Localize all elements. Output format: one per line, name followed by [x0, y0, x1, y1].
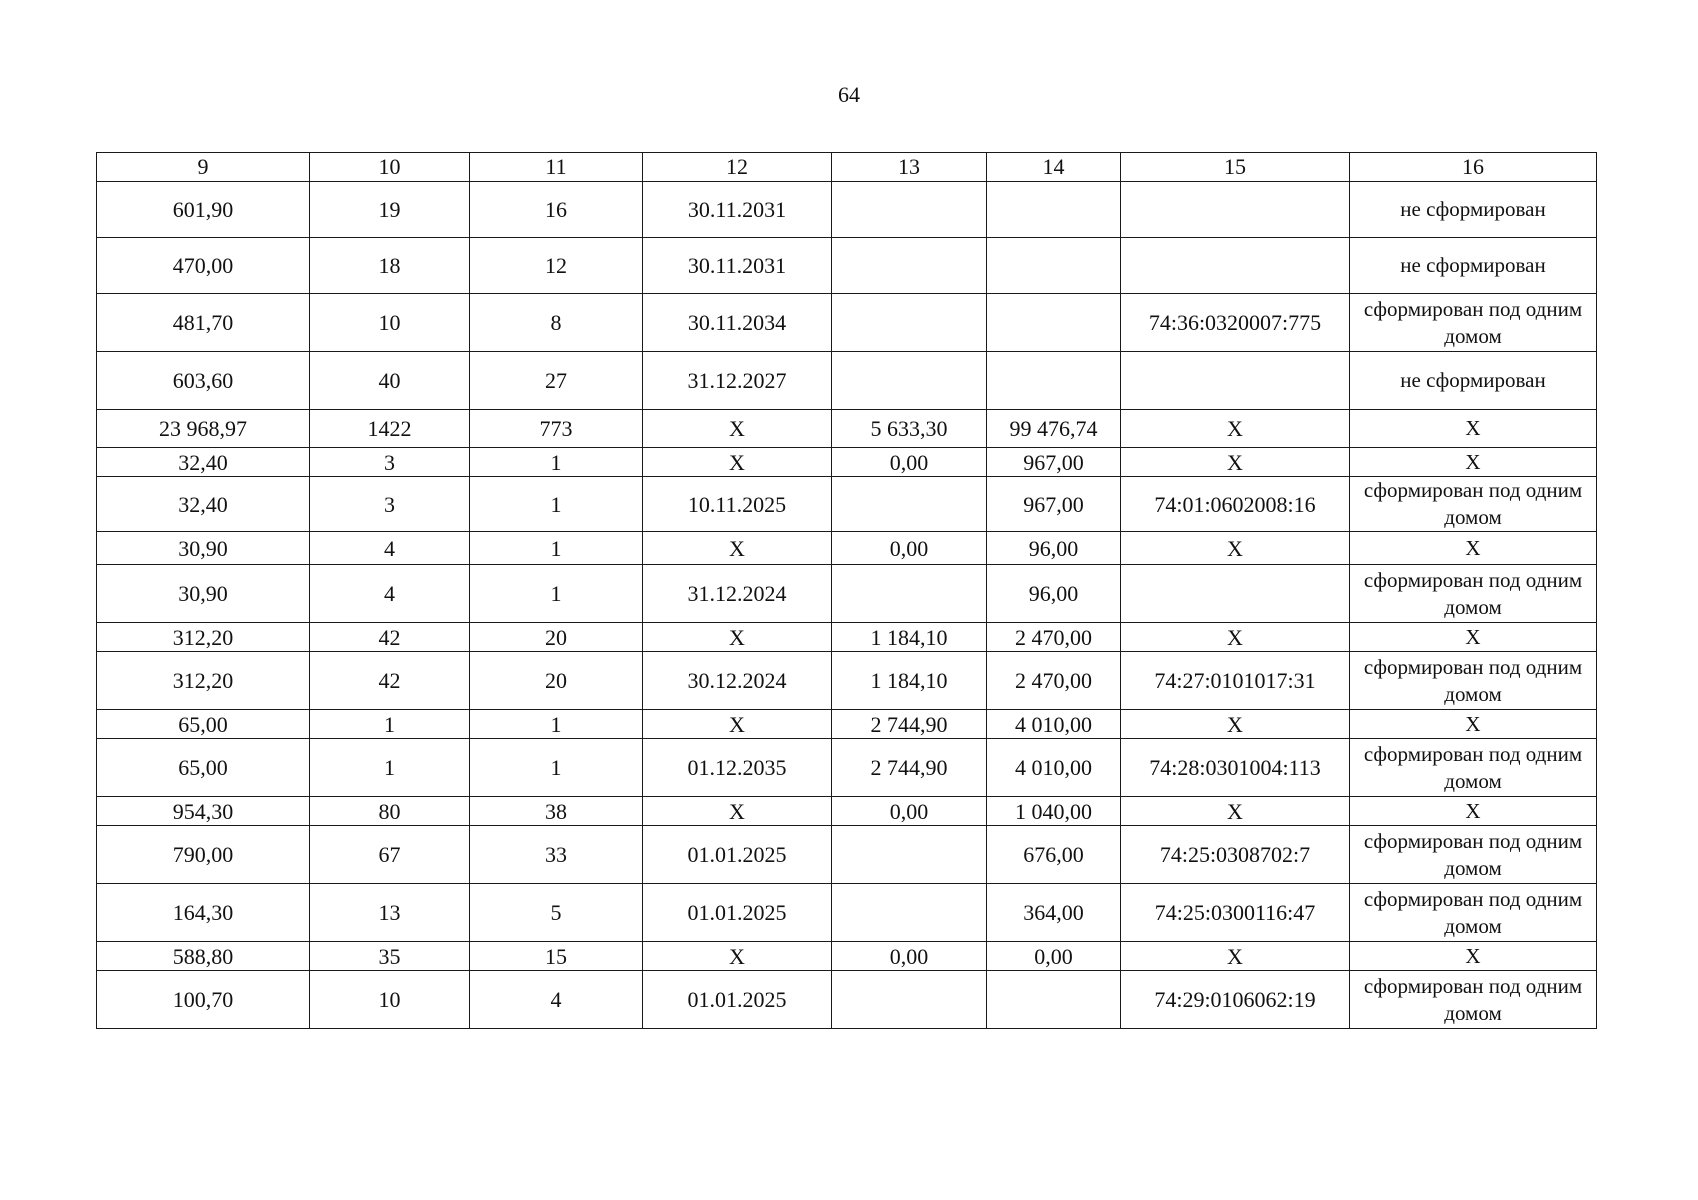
- table-cell-col-14: 0,00: [987, 942, 1121, 971]
- table-cell-col-15: [1121, 238, 1350, 294]
- data-table: [96, 152, 1597, 1029]
- table-row: [97, 652, 1597, 710]
- table-cell-col-12: X: [643, 532, 832, 565]
- table-cell-col-13: [832, 971, 987, 1029]
- table-cell-col-11: 12: [470, 238, 643, 294]
- table-cell-col-14: 967,00: [987, 448, 1121, 477]
- table-cell-col-10: 4: [310, 565, 470, 623]
- table-cell-col-16: сформирован под одним домом: [1350, 565, 1597, 623]
- table-cell-col-12: X: [643, 942, 832, 971]
- column-header-col-9: 9: [97, 153, 310, 182]
- table-cell-col-11: 1: [470, 448, 643, 477]
- table-row: [97, 884, 1597, 942]
- table-cell-col-14: 4 010,00: [987, 739, 1121, 797]
- table-cell-col-13: 1 184,10: [832, 623, 987, 652]
- table-cell-col-10: 42: [310, 652, 470, 710]
- table-cell-col-10: 80: [310, 797, 470, 826]
- table-cell-col-15: X: [1121, 797, 1350, 826]
- table-cell-col-16: сформирован под одним домом: [1350, 477, 1597, 532]
- table-row: [97, 826, 1597, 884]
- column-header-col-13: 13: [832, 153, 987, 182]
- table-cell-col-9: 954,30: [97, 797, 310, 826]
- table-cell-col-13: [832, 352, 987, 410]
- table-row: [97, 942, 1597, 971]
- column-header-col-16: 16: [1350, 153, 1597, 182]
- table-cell-col-10: 35: [310, 942, 470, 971]
- column-header-col-11: 11: [470, 153, 643, 182]
- table-row: [97, 971, 1597, 1029]
- table-row: [97, 182, 1597, 238]
- table-cell-col-14: [987, 182, 1121, 238]
- table-cell-col-10: 10: [310, 294, 470, 352]
- table-row: [97, 532, 1597, 565]
- table-cell-col-15: 74:36:0320007:775: [1121, 294, 1350, 352]
- table-cell-col-9: 100,70: [97, 971, 310, 1029]
- table-cell-col-9: 32,40: [97, 477, 310, 532]
- table-cell-col-12: X: [643, 410, 832, 448]
- table-cell-col-13: [832, 238, 987, 294]
- table-cell-col-9: 601,90: [97, 182, 310, 238]
- column-header-col-12: 12: [643, 153, 832, 182]
- table-cell-col-14: 676,00: [987, 826, 1121, 884]
- table-cell-col-13: [832, 884, 987, 942]
- table-cell-col-14: 2 470,00: [987, 652, 1121, 710]
- table-cell-col-10: 3: [310, 448, 470, 477]
- table-cell-col-15: 74:28:0301004:113: [1121, 739, 1350, 797]
- table-cell-col-11: 773: [470, 410, 643, 448]
- table-cell-col-11: 5: [470, 884, 643, 942]
- table-row: [97, 294, 1597, 352]
- table-cell-col-11: 1: [470, 739, 643, 797]
- table-cell-col-10: 42: [310, 623, 470, 652]
- table-cell-col-16: сформирован под одним домом: [1350, 826, 1597, 884]
- table-cell-col-13: [832, 826, 987, 884]
- table-cell-col-13: 0,00: [832, 532, 987, 565]
- table-cell-col-13: 2 744,90: [832, 739, 987, 797]
- table-cell-col-12: X: [643, 623, 832, 652]
- table-cell-col-15: [1121, 565, 1350, 623]
- table-cell-col-15: X: [1121, 623, 1350, 652]
- table-cell-col-10: 13: [310, 884, 470, 942]
- table-cell-col-14: 4 010,00: [987, 710, 1121, 739]
- table-cell-col-9: 32,40: [97, 448, 310, 477]
- table-cell-col-13: 0,00: [832, 797, 987, 826]
- table-cell-col-15: 74:25:0308702:7: [1121, 826, 1350, 884]
- table-cell-col-14: 967,00: [987, 477, 1121, 532]
- table-cell-col-10: 10: [310, 971, 470, 1029]
- table-row: [97, 623, 1597, 652]
- table-cell-col-14: 1 040,00: [987, 797, 1121, 826]
- column-header-col-15: 15: [1121, 153, 1350, 182]
- table-row: [97, 565, 1597, 623]
- table-cell-col-14: [987, 294, 1121, 352]
- table-cell-col-9: 312,20: [97, 652, 310, 710]
- table-cell-col-10: 1: [310, 739, 470, 797]
- table-cell-col-16: сформирован под одним домом: [1350, 294, 1597, 352]
- table-row: [97, 238, 1597, 294]
- table-cell-col-13: [832, 294, 987, 352]
- table-cell-col-14: 364,00: [987, 884, 1121, 942]
- table-cell-col-11: 1: [470, 532, 643, 565]
- table-cell-col-15: X: [1121, 410, 1350, 448]
- table-cell-col-12: 31.12.2024: [643, 565, 832, 623]
- table-cell-col-13: [832, 565, 987, 623]
- table-cell-col-16: сформирован под одним домом: [1350, 652, 1597, 710]
- table-cell-col-16: не сформирован: [1350, 238, 1597, 294]
- table-cell-col-9: 588,80: [97, 942, 310, 971]
- table-cell-col-10: 3: [310, 477, 470, 532]
- table-cell-col-10: 4: [310, 532, 470, 565]
- table-cell-col-12: 30.12.2024: [643, 652, 832, 710]
- table-cell-col-12: 01.01.2025: [643, 826, 832, 884]
- page-number: 64: [838, 82, 860, 107]
- table-cell-col-12: 01.12.2035: [643, 739, 832, 797]
- table-cell-col-14: 96,00: [987, 532, 1121, 565]
- table-cell-col-16: X: [1350, 448, 1597, 477]
- table-cell-col-11: 4: [470, 971, 643, 1029]
- table-cell-col-13: [832, 182, 987, 238]
- table-cell-col-12: 30.11.2031: [643, 238, 832, 294]
- table-cell-col-11: 16: [470, 182, 643, 238]
- table-cell-col-12: X: [643, 448, 832, 477]
- table-cell-col-10: 67: [310, 826, 470, 884]
- table-cell-col-10: 40: [310, 352, 470, 410]
- table-cell-col-12: X: [643, 797, 832, 826]
- table-cell-col-9: 790,00: [97, 826, 310, 884]
- table-cell-col-13: 1 184,10: [832, 652, 987, 710]
- table-cell-col-9: 312,20: [97, 623, 310, 652]
- table-cell-col-16: сформирован под одним домом: [1350, 884, 1597, 942]
- table-cell-col-11: 38: [470, 797, 643, 826]
- table-cell-col-11: 33: [470, 826, 643, 884]
- table-cell-col-16: сформирован под одним домом: [1350, 971, 1597, 1029]
- table-row: [97, 797, 1597, 826]
- table-cell-col-15: X: [1121, 532, 1350, 565]
- table-cell-col-11: 27: [470, 352, 643, 410]
- table-cell-col-14: 99 476,74: [987, 410, 1121, 448]
- table-row: [97, 739, 1597, 797]
- table-cell-col-14: [987, 238, 1121, 294]
- table-cell-col-15: 74:25:0300116:47: [1121, 884, 1350, 942]
- table-cell-col-11: 20: [470, 623, 643, 652]
- table-cell-col-11: 8: [470, 294, 643, 352]
- table-cell-col-16: X: [1350, 410, 1597, 448]
- table-cell-col-14: 2 470,00: [987, 623, 1121, 652]
- table-body: [97, 182, 1597, 1029]
- table-cell-col-10: 1: [310, 710, 470, 739]
- table-cell-col-9: 470,00: [97, 238, 310, 294]
- table-cell-col-10: 1422: [310, 410, 470, 448]
- table-cell-col-9: 164,30: [97, 884, 310, 942]
- table-cell-col-15: [1121, 352, 1350, 410]
- table-cell-col-16: X: [1350, 532, 1597, 565]
- table-cell-col-14: [987, 971, 1121, 1029]
- table-cell-col-9: 30,90: [97, 565, 310, 623]
- table-cell-col-16: X: [1350, 623, 1597, 652]
- table-cell-col-15: 74:27:0101017:31: [1121, 652, 1350, 710]
- table-row: [97, 410, 1597, 448]
- table-cell-col-16: X: [1350, 942, 1597, 971]
- table-cell-col-11: 1: [470, 710, 643, 739]
- table-cell-col-10: 19: [310, 182, 470, 238]
- table-row: [97, 352, 1597, 410]
- table-cell-col-15: X: [1121, 710, 1350, 739]
- table-cell-col-11: 20: [470, 652, 643, 710]
- table-cell-col-12: X: [643, 710, 832, 739]
- table-cell-col-13: 0,00: [832, 942, 987, 971]
- header-row: [97, 153, 1597, 182]
- table-cell-col-9: 65,00: [97, 710, 310, 739]
- table-cell-col-11: 15: [470, 942, 643, 971]
- table-cell-col-12: 31.12.2027: [643, 352, 832, 410]
- table-cell-col-15: X: [1121, 448, 1350, 477]
- column-header-col-14: 14: [987, 153, 1121, 182]
- table-cell-col-12: 30.11.2034: [643, 294, 832, 352]
- table-cell-col-12: 30.11.2031: [643, 182, 832, 238]
- table-cell-col-12: 01.01.2025: [643, 971, 832, 1029]
- table-cell-col-14: 96,00: [987, 565, 1121, 623]
- table-cell-col-15: 74:29:0106062:19: [1121, 971, 1350, 1029]
- table-row: [97, 477, 1597, 532]
- table-cell-col-16: не сформирован: [1350, 352, 1597, 410]
- table-cell-col-9: 23 968,97: [97, 410, 310, 448]
- table-cell-col-16: X: [1350, 797, 1597, 826]
- table-cell-col-15: [1121, 182, 1350, 238]
- table-cell-col-10: 18: [310, 238, 470, 294]
- table-cell-col-15: X: [1121, 942, 1350, 971]
- table-cell-col-13: 5 633,30: [832, 410, 987, 448]
- table-cell-col-12: 01.01.2025: [643, 884, 832, 942]
- table-cell-col-9: 603,60: [97, 352, 310, 410]
- table-cell-col-11: 1: [470, 477, 643, 532]
- table-cell-col-13: 0,00: [832, 448, 987, 477]
- column-header-col-10: 10: [310, 153, 470, 182]
- table-cell-col-13: [832, 477, 987, 532]
- table-row: [97, 448, 1597, 477]
- table-cell-col-15: 74:01:0602008:16: [1121, 477, 1350, 532]
- table-cell-col-12: 10.11.2025: [643, 477, 832, 532]
- table-cell-col-14: [987, 352, 1121, 410]
- table-row: [97, 710, 1597, 739]
- table-cell-col-9: 30,90: [97, 532, 310, 565]
- table-cell-col-16: сформирован под одним домом: [1350, 739, 1597, 797]
- table-cell-col-16: X: [1350, 710, 1597, 739]
- table-cell-col-13: 2 744,90: [832, 710, 987, 739]
- table-cell-col-9: 65,00: [97, 739, 310, 797]
- table-cell-col-9: 481,70: [97, 294, 310, 352]
- table-cell-col-11: 1: [470, 565, 643, 623]
- table-cell-col-16: не сформирован: [1350, 182, 1597, 238]
